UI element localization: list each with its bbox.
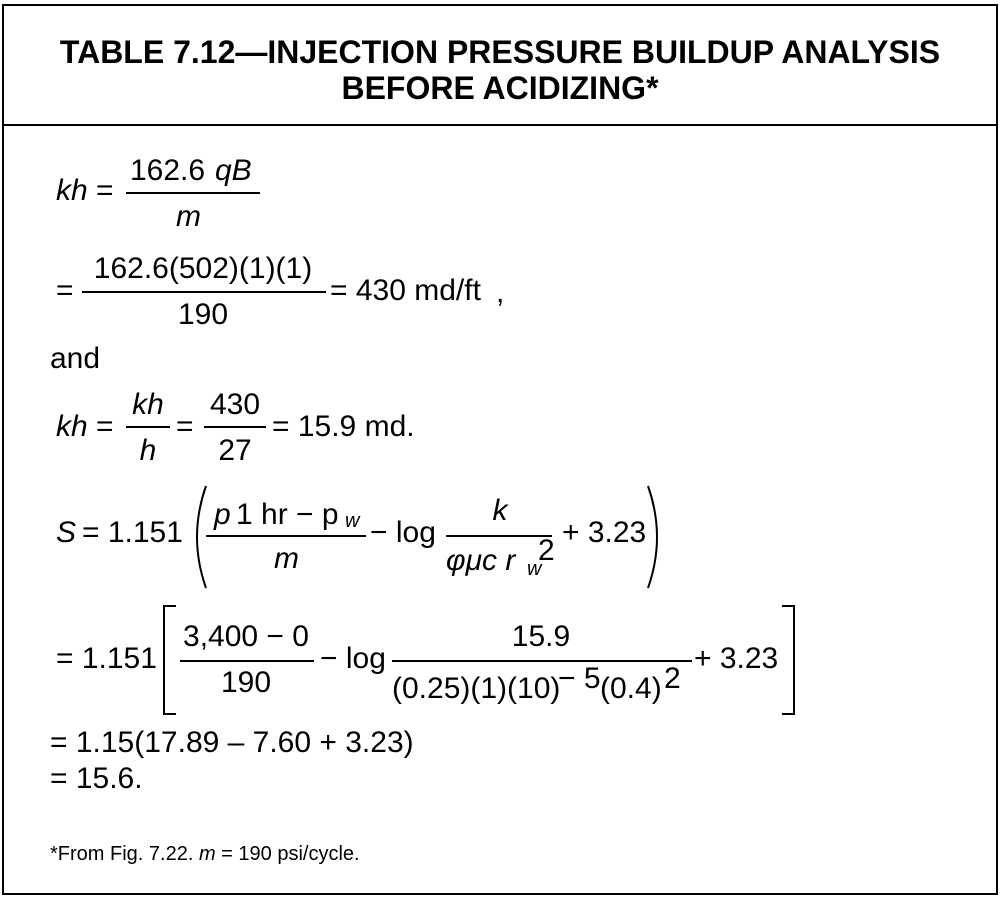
- eq2-result: = 430 md/ft: [330, 274, 481, 307]
- eq4-coefficient: = 1.151: [82, 516, 183, 549]
- eq5-coefficient: = 1.151: [56, 642, 157, 675]
- table-title-line2: BEFORE ACIDIZING*: [341, 70, 659, 106]
- eq3-fraction1-numerator: kh: [132, 388, 164, 421]
- eq1-numerator-value: 162.6: [130, 154, 206, 187]
- eq1-lhs: kh: [56, 174, 88, 207]
- eq2-denominator: 190: [177, 298, 229, 331]
- eq2-numerator: 162.6(502)(1)(1): [93, 252, 313, 285]
- eq5-fraction1-bar: [180, 660, 314, 662]
- eq4-f2-superscript: 2: [538, 534, 555, 567]
- eq4-f1-rest: 1 hr − p: [236, 498, 339, 531]
- eq1-equals: =: [96, 174, 114, 207]
- eq5-f2-denominator-a: (0.25)(1)(10): [392, 672, 561, 705]
- eq5-f2-exponent: − 5: [558, 662, 601, 695]
- eq2-comma: ,: [496, 276, 505, 309]
- eq4-log: − log: [370, 516, 436, 549]
- result-line-1: = 1.15(17.89 – 7.60 + 3.23): [50, 726, 414, 759]
- table-title-line1: TABLE 7.12—INJECTION PRESSURE BUILDUP ANALYSIS: [59, 34, 941, 70]
- eq3-fraction2-numerator: 430: [209, 388, 261, 421]
- eq5-f1-denominator: 190: [220, 666, 272, 699]
- eq2-equals: =: [56, 274, 74, 307]
- eq4-fraction1-bar: [206, 535, 366, 537]
- eq3-result: = 15.9 md.: [272, 410, 415, 443]
- eq5-tail: + 3.23: [694, 642, 779, 675]
- eq4-f1-subscript: w: [345, 510, 360, 532]
- eq1-numerator-vars: qB: [215, 154, 252, 187]
- eq4-f2-numerator: k: [492, 494, 508, 527]
- eq3-fraction1-bar: [126, 426, 170, 428]
- eq5-right-bracket: [778, 604, 798, 716]
- table-header: [4, 6, 996, 126]
- eq2-fraction-bar: [82, 291, 326, 293]
- eq3-fraction1-denominator: h: [139, 434, 157, 467]
- eq3-fraction2-denominator: 27: [218, 434, 252, 467]
- eq4-tail: + 3.23: [562, 516, 647, 549]
- eq4-f1-denominator: m: [274, 542, 299, 575]
- and-text: and: [50, 342, 101, 375]
- eq3-equals-1: =: [96, 410, 114, 443]
- eq5-f2-denominator-b: (0.4): [600, 672, 662, 705]
- eq3-fraction2-bar: [204, 426, 266, 428]
- eq4-left-paren: [186, 484, 210, 590]
- eq5-f2-numerator: 15.9: [511, 620, 571, 653]
- eq5-f2-superscript: 2: [664, 662, 681, 695]
- eq5-fraction2-bar: [392, 660, 692, 662]
- footnote-variable: m: [198, 843, 216, 865]
- footnote: [50, 842, 360, 866]
- eq5-log: − log: [320, 642, 386, 675]
- eq4-f2-subscript: w: [527, 558, 542, 580]
- eq4-f2-denominator: φμc r: [446, 544, 516, 577]
- eq1-fraction-bar: [126, 192, 260, 194]
- eq3-equals-2: =: [176, 410, 194, 443]
- eq3-lhs: kh: [56, 410, 88, 443]
- result-line-2: = 15.6.: [50, 762, 143, 795]
- eq4-lhs: S: [56, 516, 77, 549]
- eq5-f1-numerator: 3,400 − 0: [183, 620, 309, 653]
- eq4-fraction2-bar: [446, 535, 552, 537]
- footnote-rest: = 190 psi/cycle.: [215, 843, 360, 865]
- footnote-prefix: *From Fig. 7.22.: [50, 843, 199, 865]
- eq1-denominator: m: [176, 200, 201, 233]
- eq4-f1-p: p: [214, 498, 231, 531]
- eq4-right-paren: [644, 484, 668, 590]
